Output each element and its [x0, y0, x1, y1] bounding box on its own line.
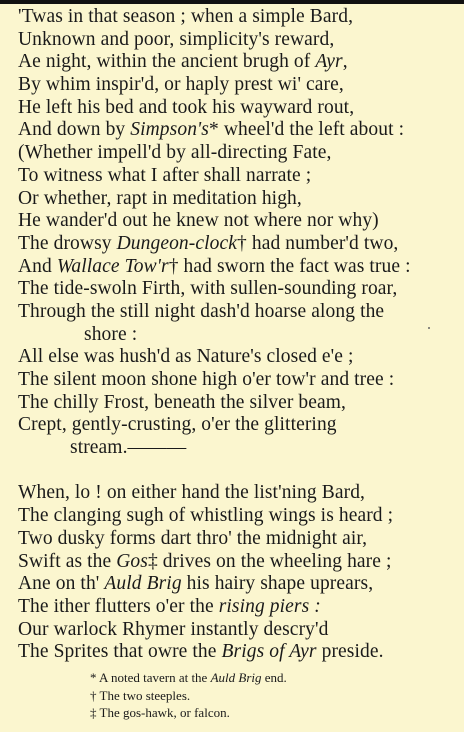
verse-line: The tide-swoln Firth, with sullen-sounding roar, [18, 278, 398, 300]
verse-line: Through the still night dash'd hoarse along the [18, 300, 385, 322]
verse-line: 'Twas in that season ; when a simple Bard, [18, 6, 354, 27]
verse-line: The drowsy Dungeon-clock† had number'd two, [18, 232, 399, 254]
verse-line: When, lo ! on either hand the list'ning Bard, [18, 482, 366, 504]
italic-phrase: Dungeon-clock [116, 232, 238, 254]
italic-phrase: Auld Brig [104, 573, 182, 595]
poem-body [18, 6, 464, 664]
verse-line: Unknown and poor, simplicity's reward, [18, 28, 335, 50]
verse-line: He left his bed and took his wayward rout, [18, 96, 355, 118]
verse-line: Ane on th' Auld Brig his hairy shape uprears, [18, 573, 374, 595]
verse-line: The ither flutters o'er the rising piers : [18, 595, 321, 617]
footnote-line: † The two steeples. [90, 687, 191, 703]
verse-line: Swift as the Gos‡ drives on the wheeling hare ; [18, 550, 392, 572]
footnotes [90, 669, 287, 722]
verse-line: All else was hush'd as Nature's closed e'e ; [18, 346, 354, 368]
verse-line: stream.——— [70, 437, 187, 459]
verse-line: The clanging sugh of whistling wings is heard ; [18, 505, 394, 527]
italic-phrase: Auld Brig [210, 670, 262, 685]
verse-line: By whim inspir'd, or haply prest wi' care, [18, 74, 344, 96]
italic-phrase: Brigs of Ayr [221, 641, 317, 663]
verse-line: (Whether impell'd by all-directing Fate, [18, 142, 332, 164]
italic-phrase: Simpson's [130, 119, 209, 141]
italic-phrase: rising piers : [218, 595, 321, 617]
page-speck [428, 327, 430, 329]
verse-line: The silent moon shone high o'er tow'r and tree : [18, 369, 395, 390]
italic-phrase: Wallace Tow'r [56, 255, 169, 277]
stanza-gap [18, 460, 464, 483]
top-rule [0, 0, 464, 4]
italic-phrase: Gos [116, 550, 148, 572]
stanza-2 [18, 482, 464, 664]
verse-line: Our warlock Rhymer instantly descry'd [18, 618, 329, 640]
verse-line: The Sprites that owre the Brigs of Ayr preside. [18, 641, 384, 663]
verse-line: Ae night, within the ancient brugh of Ayr, [18, 51, 348, 73]
verse-line: Crept, gently-crusting, o'er the glittering [18, 414, 337, 436]
verse-line: The chilly Frost, beneath the silver beam, [18, 391, 347, 413]
verse-line: To witness what I after shall narrate ; [18, 164, 312, 186]
verse-line: Or whether, rapt in meditation high, [18, 187, 302, 209]
verse-line: Two dusky forms dart thro' the midnight air, [18, 527, 368, 549]
footnote-line: * A noted tavern at the Auld Brig end. [90, 670, 287, 685]
verse-line: And Wallace Tow'r† had sworn the fact was true : [18, 255, 411, 277]
verse-line: shore : [84, 323, 138, 345]
verse-line: And down by Simpson's* wheel'd the left about : [18, 119, 405, 141]
footnote-line: ‡ The gos-hawk, or falcon. [90, 705, 230, 720]
verse-line: He wander'd out he knew not where nor why) [18, 210, 379, 232]
stanza-1 [18, 6, 464, 460]
italic-phrase: Ayr [315, 51, 343, 73]
